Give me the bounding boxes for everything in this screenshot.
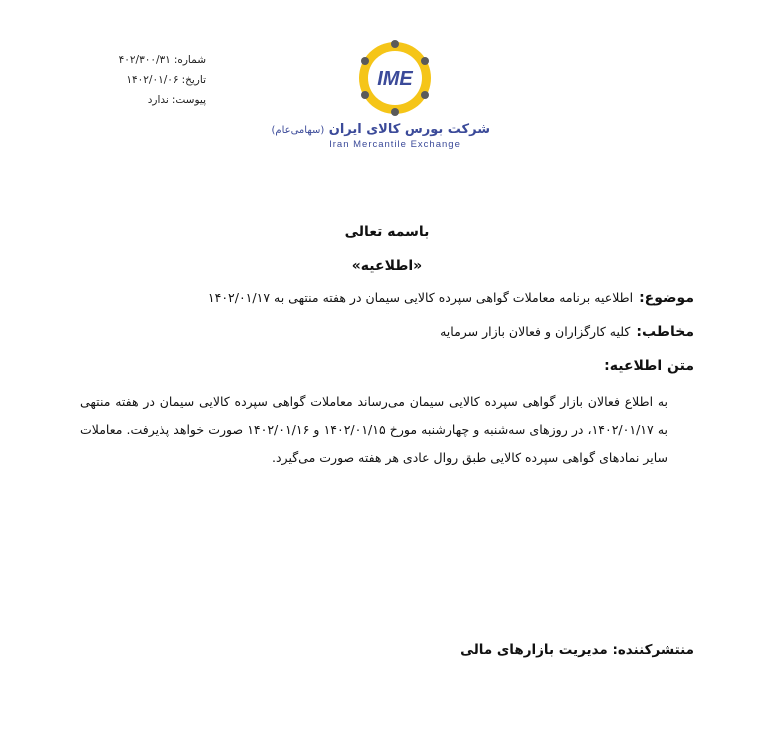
basmala: باسمه تعالی: [344, 224, 430, 240]
publisher-label: منتشرکننده:: [612, 642, 694, 658]
logo-mark-text: IME: [377, 68, 413, 90]
subject-label: موضوع:: [639, 290, 694, 306]
ime-logo-icon: [355, 38, 435, 118]
company-logo: [271, 38, 490, 150]
publisher-line: [80, 642, 694, 658]
letter-meta: [96, 50, 206, 110]
audience-text: کلیه کارگزاران و فعالان بازار سرمایه: [440, 324, 631, 339]
letter-body: [80, 224, 694, 472]
letter-date: تاریخ:۱۴۰۲/۰۱/۰۶: [126, 74, 206, 86]
audience-line: [80, 324, 694, 340]
letter-number: شماره:۴۰۲/۳۰۰/۳۱: [118, 54, 206, 66]
publisher-text: مدیریت بازارهای مالی: [460, 642, 608, 658]
subject-line: [80, 290, 694, 306]
body-label: متن اطلاعیه:: [604, 358, 694, 374]
body-heading: [80, 358, 694, 374]
subject-text: اطلاعیه برنامه معاملات گواهی سپرده کالایی سیمان در هفته منتهی به ۱۴۰۲/۰۱/۱۷: [207, 290, 634, 305]
company-name-fa: شرکت بورس کالای ایران (سهامی‌عام): [271, 122, 490, 137]
company-name-en: Iran Mercantile Exchange: [329, 139, 461, 150]
letter-attachment: پیوست:ندارد: [147, 94, 206, 106]
audience-label: مخاطب:: [636, 324, 694, 340]
body-paragraph: به اطلاع فعالان بازار گواهی سپرده کالایی سیمان می‌رساند معاملات گواهی سپرده کالایی سیمان در هفته منتهی به ۱۴۰۲/۰۱/۱۷، در روزهای سه‌شنبه و چهارشنبه مورخ ۱۴۰۲/۰۱/۱۵ و ۱۴۰۲/۰۱/۱۶ صورت خواهد پذیرفت. معاملات سایر نمادهای گواهی سپرده کالایی طبق روال عادی هر هفته صورت می‌گیرد.: [80, 394, 668, 465]
notice-title: «اطلاعیه»: [351, 258, 423, 274]
